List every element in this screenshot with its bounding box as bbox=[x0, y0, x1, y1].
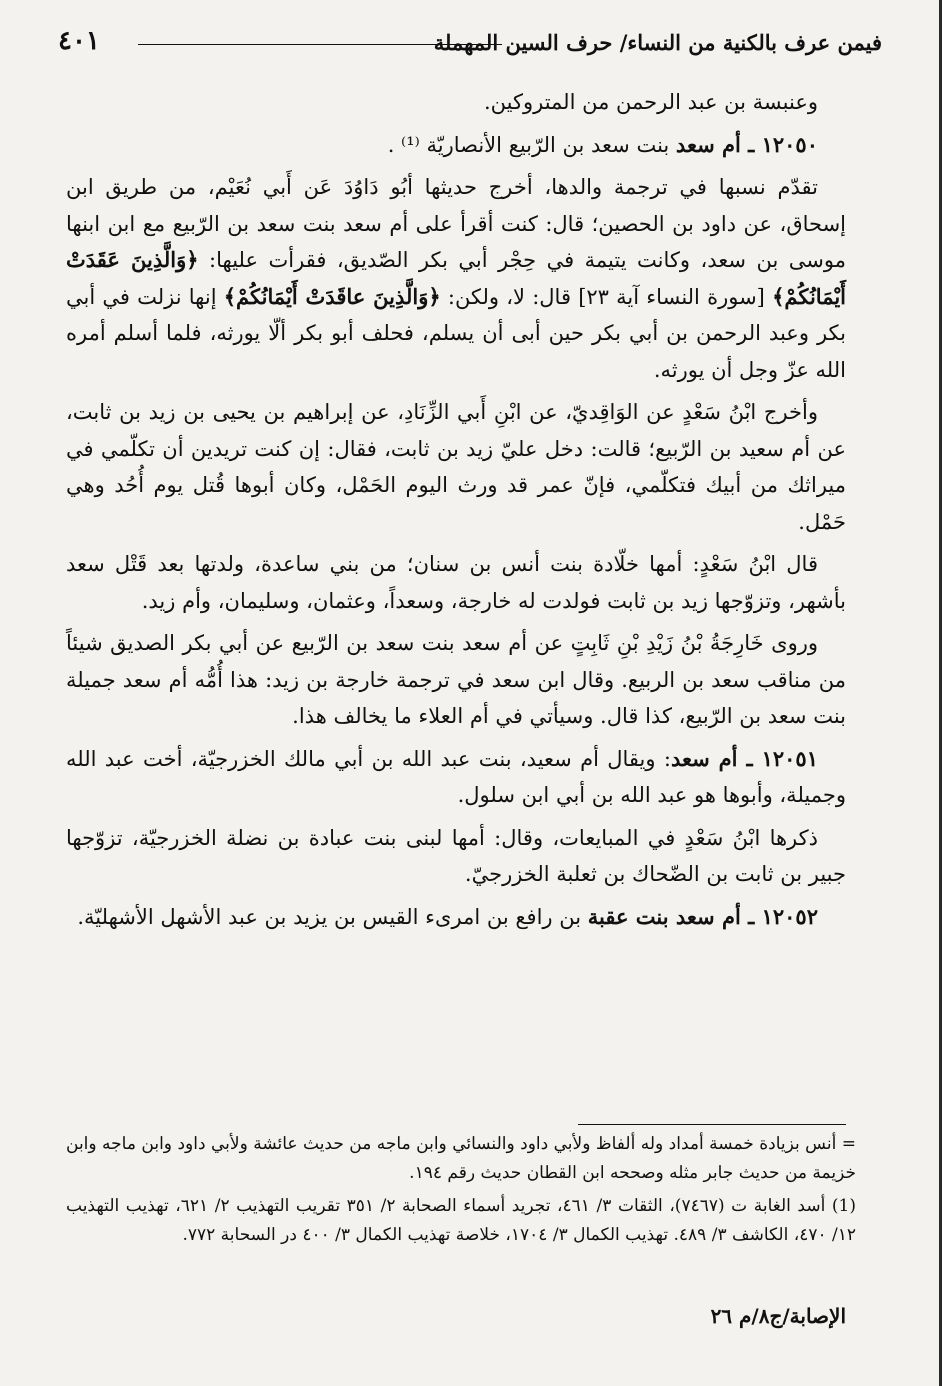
entry-12051 bbox=[66, 741, 846, 814]
paragraph-5: وروى خَارِجَةُ بْنُ زَيْدِ بْنِ ثَابِتٍ عن أم سعد بنت سعد بن الرّبيع عن أبي بكر الصديق شيئاً من مناقب سعد بن الربيع. وقال ابن سعد في ترجمة خارجة بن زيد: هذا أُمُّه أم سعد جميلة بنت سعد بن الرّبيع، كذا قال. وسيأتي في أم العلاء ما يخالف هذا. bbox=[66, 631, 846, 728]
entry-12052 bbox=[66, 899, 846, 936]
paragraph-2 bbox=[66, 169, 846, 388]
entry-text: بن رافع بن امرىء القيس بن يزيد بن عبد الأشهل الأشهليّة. bbox=[77, 904, 588, 929]
paragraph-text: [سورة النساء آية ٢٣] قال: لا، ولكن: bbox=[440, 284, 773, 309]
header-title: فيمن عرف بالكنية من النساء/ حرف السين المهملة bbox=[433, 30, 882, 55]
paragraph-4: قال ابْنُ سَعْدٍ: أمها خلّادة بنت أنس بن سنان؛ من بني ساعدة، ولدتها بعد قَتْل سعد بأشهر، وتزوّجها زيد بن ثابت فولدت له خارجة، وسعداً، وعثمان، وسليمان، وأم زيد. bbox=[66, 552, 846, 613]
paragraph-0: وعنبسة بن عبد الرحمن من المتروكين. bbox=[483, 90, 818, 114]
footnote-rule bbox=[578, 1124, 846, 1125]
entry-heading: ١٢٠٥٠ ـ أم سعد bbox=[675, 131, 818, 157]
entry-12050 bbox=[66, 127, 846, 164]
quran-quote: ﴿وَالَّذِينَ عاقَدَتْ أَيْمَانُكُمْ﴾ bbox=[223, 283, 441, 309]
page-number: ٤٠١ bbox=[58, 26, 100, 56]
entry-heading: ١٢٠٥١ ـ أم سعد bbox=[670, 745, 818, 771]
paragraph-3: وأخرج ابْنُ سَعْدٍ عن الوَاقِديّ، عن ابْنِ أَبي الزِّنَادِ، عن إبراهيم بن يحيى بن زيد بن ثابت، عن أم سعيد بن الرّبيع؛ قالت: دخل عليّ زيد بن ثابت، فقال: إن كنت تريدين أن تكلّمي في ميراثك من أبيك فتكلّمي، فإنّ عمر قد ورث اليوم الحَمْل، وكان أبوها قُتل يوم أُحُد وهي حَمْل. bbox=[66, 400, 846, 534]
quran-quote: ﴿وَالَّذِينَ عَقَدَتْ أَيْمَانُكُمْ﴾ bbox=[66, 247, 847, 309]
paragraph-7: ذكرها ابْنُ سَعْدٍ في المبايعات، وقال: أمها لبنى بنت عبادة بن نضلة الخزرجيّة، تزوّجها جبير بن ثابت بن الضّحاك بن ثعلبة الخزرجيّ. bbox=[66, 825, 846, 886]
running-header bbox=[58, 26, 882, 66]
footnote-continuation: = أنس بزيادة خمسة أمداد وله ألفاظ ولأبي داود والنسائي وابن ماجه من حديث عائشة ولأبي داود وابن ماجه وابن خزيمة من حديث جابر مثله وصححه ابن القطان حديث رقم ١٩٤. bbox=[66, 1134, 856, 1183]
entry-text: بنت سعد بن الرّبيع الأنصاريّة ⁽¹⁾ . bbox=[387, 132, 676, 157]
paragraph-text: تقدّم نسبها في ترجمة والدها، أخرج حديثها أبُو دَاوُدَ عَن أَبي نُعَيْم، من طريق ابن إسحاق، عن داود بن الحصين؛ قال: كنت أقرأ على أم سعد بنت سعد بن الرّبيع مع ابن ابنها موسى بن سعد، وكانت يتيمة في حِجْر أبي بكر الصّديق، فقرأت عليها: bbox=[66, 175, 846, 272]
header-rule bbox=[138, 44, 502, 45]
entry-heading: ١٢٠٥٢ ـ أم سعد بنت عقبة bbox=[587, 903, 818, 929]
footnotes bbox=[66, 1130, 856, 1254]
entry-text: : ويقال أم سعيد، بنت عبد الله بن أبي مالك الخزرجيّة، أخت عبد الله وجميلة، وأبوها هو عبد الله بن أبي ابن سلول. bbox=[66, 746, 846, 807]
main-text bbox=[66, 84, 846, 941]
paragraph-text: إنها نزلت في أبي بكر وعبد الرحمن بن أبي بكر حين أبى أن يسلم، فحلف أبو بكر ألّا يورثه، فلما أسلم أمره الله عزّ وجل أن يورثه. bbox=[66, 284, 846, 382]
footnote-1: (1) أسد الغابة ت (٧٤٦٧)، الثقات ٣/ ٤٦١، تجريد أسماء الصحابة ٢/ ٣٥١ تقريب التهذيب ٢/ ٦٢١، تهذيب التهذيب ١٢/ ٤٧٠، الكاشف ٣/ ٤٨٩. تهذيب الكمال ٣/ ١٧٠٤، خلاصة تهذيب الكمال ٣/ ٤٠٠ در السحابة ٧٧٢. bbox=[66, 1196, 856, 1245]
printer-signature: الإصابة/ج٨/م ٢٦ bbox=[710, 1304, 846, 1328]
